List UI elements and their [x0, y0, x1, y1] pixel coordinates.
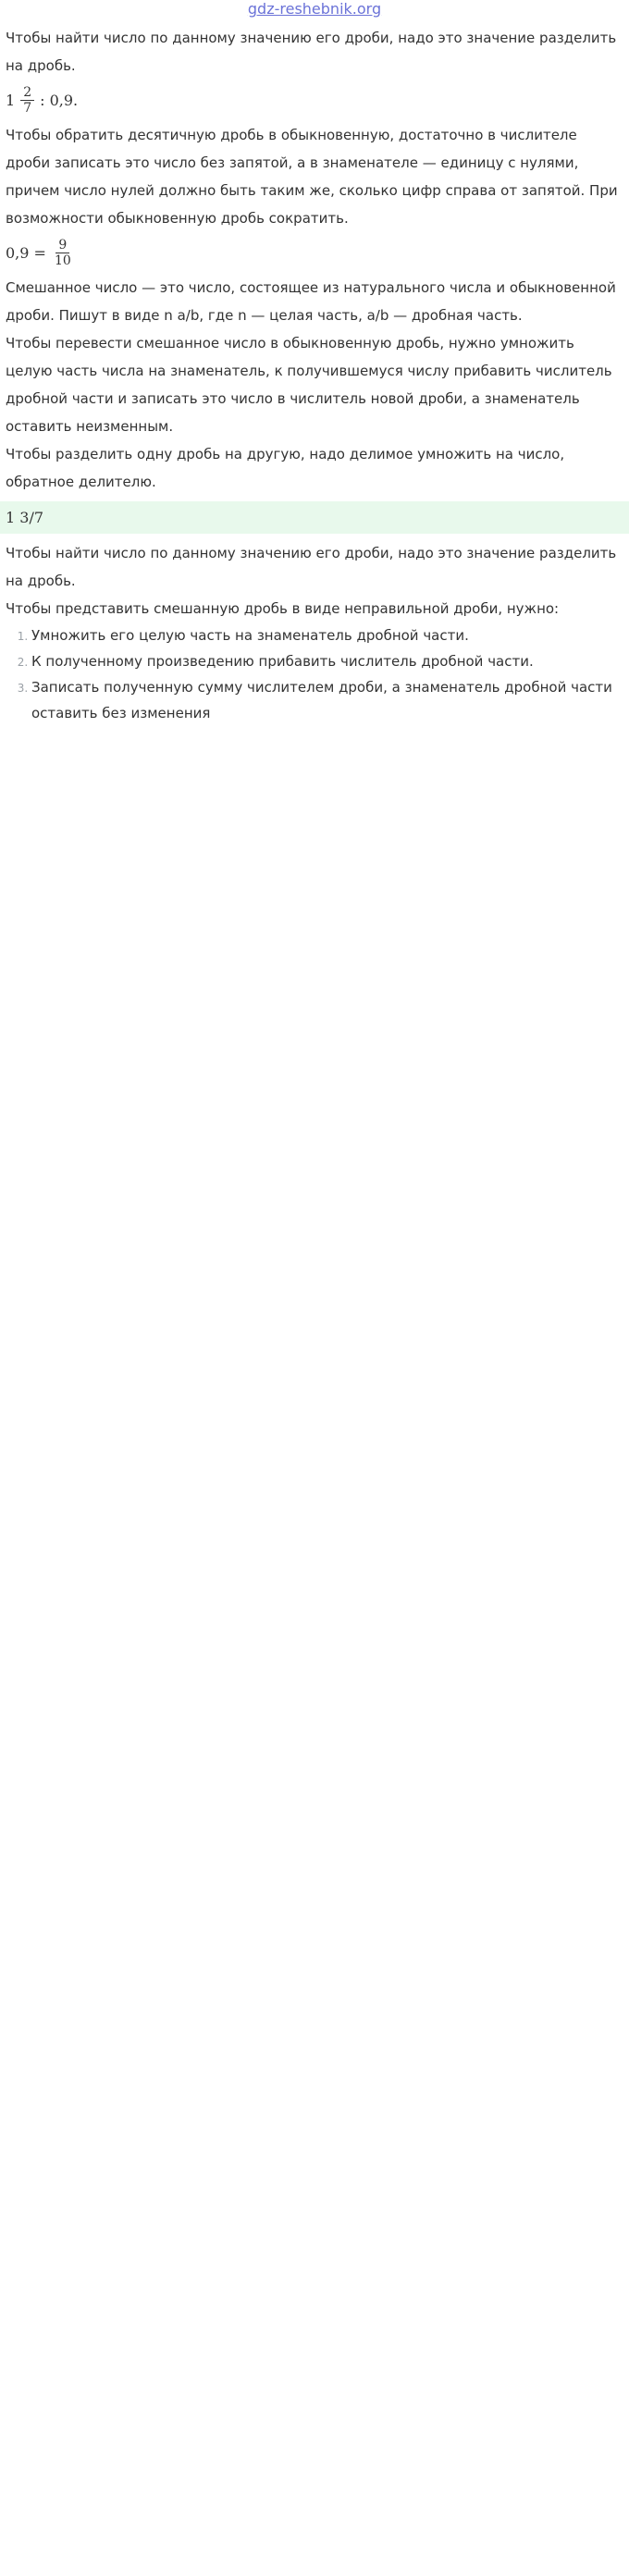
section2-paragraph-1: Чтобы найти число по данному значению его дроби, надо это значение разделить на дробь.: [6, 545, 617, 590]
step-item: 1. Умножить его целую часть на знаменатель дробной части.: [31, 622, 629, 648]
fraction-numerator: 2: [20, 85, 34, 101]
section1-paragraph-2: Чтобы обратить десятичную дробь в обыкновенную, достаточно в числителе дроби записать это число без запятой, а в знаменателе — единицу с нулями, причем число нулей должно быть таким же, сколько цифр справа от запятой. При возможности обыкновенную дробь сократить.: [6, 127, 618, 228]
section1-paragraph-5: Чтобы разделить одну дробь на другую, надо делимое умножить на число, обратное делителю.: [6, 446, 565, 491]
answer-value: 1 3/7: [6, 509, 44, 527]
section1-paragraph-3: Смешанное число — это число, состоящее из натурального числа и обыкновенной дроби. Пишут в виде n a/b, где n — целая часть, a/b — дробная часть.: [6, 279, 616, 325]
formula-2-lhs: 0,9 =: [6, 244, 46, 263]
formula-1: [0, 80, 629, 121]
site-header: [0, 0, 629, 24]
section1-paragraph-1: Чтобы найти число по данному значению его дроби, надо это значение разделить на дробь.: [6, 30, 617, 74]
steps-list: [0, 622, 629, 726]
formula-1-tail: : 0,9.: [40, 92, 79, 110]
fraction-numerator: 9: [56, 238, 69, 253]
formula-1-int: 1: [6, 92, 16, 110]
section1-paragraph-4: Чтобы перевести смешанное число в обыкновенную дробь, нужно умножить целую часть числа на знаменатель, к получившемуся числу прибавить числитель дробной части и записать это число в числитель новой дроби, а знаменатель оставить неизменным.: [6, 335, 612, 436]
answer-box: [0, 501, 629, 534]
fraction: [20, 85, 34, 116]
fraction-denominator: 7: [23, 101, 32, 117]
section2-paragraph-2: Чтобы представить смешанную дробь в виде неправильной дроби, нужно:: [6, 600, 560, 618]
fraction-denominator: 10: [54, 253, 71, 269]
site-link[interactable]: gdz-reshebnik.org: [247, 0, 382, 18]
step-item: 2. К полученному произведению прибавить числитель дробной части.: [31, 648, 629, 674]
step-item: 3. Записать полученную сумму числителем дроби, а знаменатель дробной части оставить без изменения: [31, 674, 629, 726]
page: [0, 0, 629, 726]
fraction: [52, 238, 74, 268]
formula-2: [0, 232, 629, 274]
